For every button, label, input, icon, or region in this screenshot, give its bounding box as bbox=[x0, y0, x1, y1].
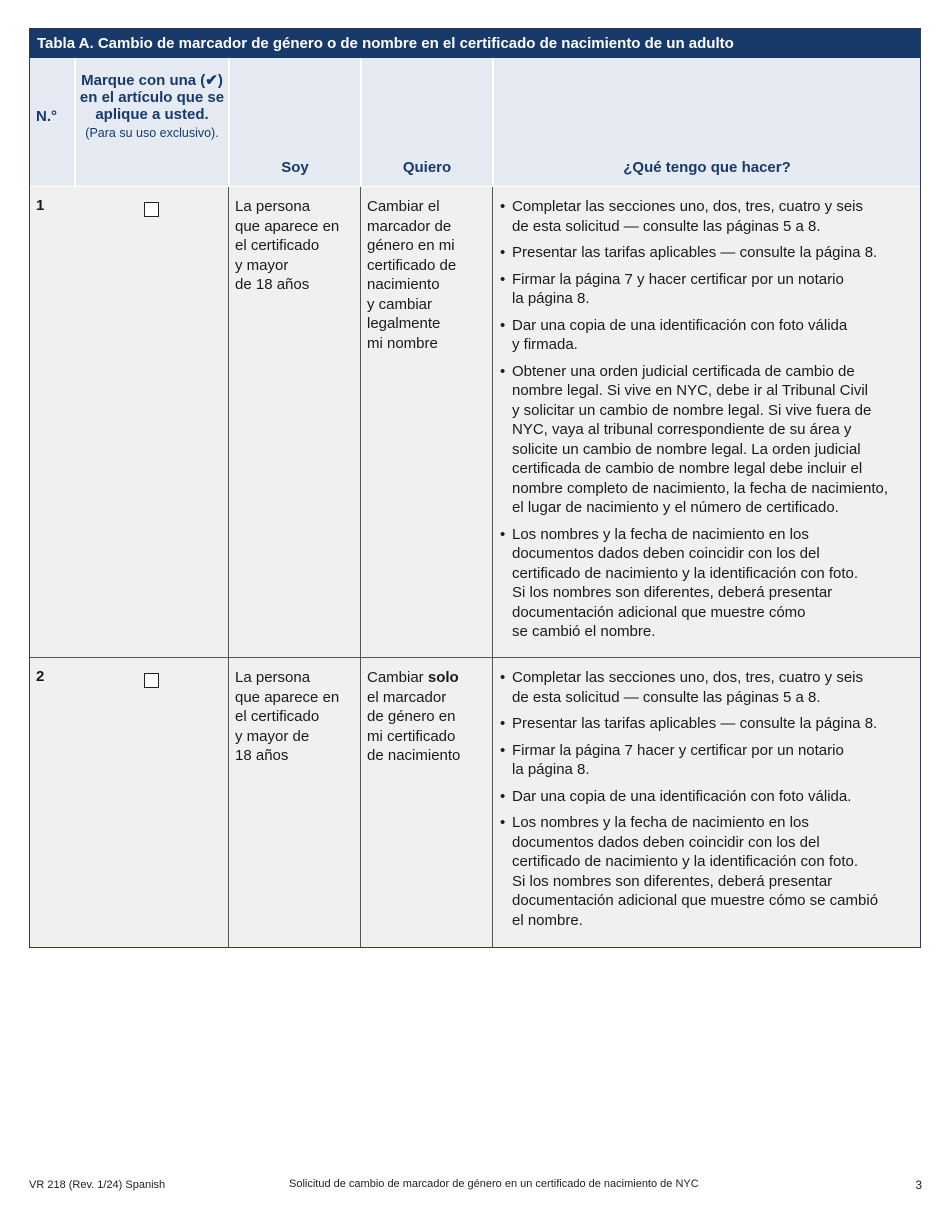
row-number: 2 bbox=[30, 658, 74, 947]
page-number: 3 bbox=[915, 1178, 922, 1192]
header-quiero bbox=[360, 58, 492, 186]
header-quiero-label: Quiero bbox=[402, 159, 452, 176]
row-quiero bbox=[360, 658, 492, 947]
table-header-row bbox=[30, 58, 920, 187]
footer-form-id: VR 218 (Rev. 1/24) Spanish bbox=[29, 1179, 166, 1191]
footer-title: Solicitud de cambio de marcador de género en un certificado de nacimiento de NYC bbox=[289, 1178, 699, 1190]
header-mark-note: (Para su uso exclusivo). bbox=[85, 126, 219, 140]
quiero-text-pre: Cambiar bbox=[367, 669, 428, 686]
list-item: • Completar las secciones uno, dos, tres, cuatro y seis de esta solicitud — consulte las páginas 5 a 8. bbox=[499, 668, 914, 707]
row-checkbox-cell bbox=[74, 658, 228, 947]
list-item: • Completar las secciones uno, dos, tres, cuatro y seis de esta solicitud — consulte las páginas 5 a 8. bbox=[499, 197, 914, 236]
row-quiero bbox=[360, 187, 492, 657]
row-soy: La persona que aparece en el certificado y mayor de 18 años bbox=[228, 187, 360, 657]
row-steps bbox=[492, 658, 920, 947]
list-item: • Firmar la página 7 y hacer certificar por un notario la página 8. bbox=[499, 270, 914, 309]
quiero-text-post: el marcador de género en mi certificado de nacimiento bbox=[367, 688, 461, 764]
list-item: • Dar una copia de una identificación con foto válida y firmada. bbox=[499, 316, 914, 355]
row-checkbox-cell bbox=[74, 187, 228, 657]
header-what bbox=[492, 58, 920, 186]
row-number: 1 bbox=[30, 187, 74, 657]
list-item: • Presentar las tarifas aplicables — consulte la página 8. bbox=[499, 714, 914, 734]
header-mark bbox=[74, 58, 228, 186]
list-item: • Los nombres y la fecha de nacimiento en los documentos dados deben coincidir con los del certificado de nacimiento y la identificación con foto. Si los nombres son diferentes, deberá presentar documentación adicional que muestre cómo se cambió el nombre. bbox=[499, 525, 914, 642]
list-item: • Obtener una orden judicial certificada de cambio de nombre legal. Si vive en NYC, debe ir al Tribunal Civil y solicitar un cambio de nombre legal. Si vive fuera de NYC, vaya al tribunal correspondiente de su área y solicite un cambio de nombre legal. La orden judicial certificada de cambio de nombre legal debe incluir el nombre completo de nacimiento, la fecha de nacimiento, el lugar de nacimiento y el número de certificado. bbox=[499, 362, 914, 518]
list-item: • Presentar las tarifas aplicables — consulte la página 8. bbox=[499, 243, 914, 263]
steps-list bbox=[499, 668, 914, 930]
header-soy-label: Soy bbox=[281, 159, 309, 176]
table-title: Tabla A. Cambio de marcador de género o de nombre en el certificado de nacimiento de un adulto bbox=[30, 29, 920, 58]
header-mark-label: Marque con una (✔) en el artículo que se aplique a usted. bbox=[79, 72, 225, 123]
header-what-label: ¿Qué tengo que hacer? bbox=[623, 159, 791, 176]
gender-marker-table bbox=[29, 28, 921, 948]
header-soy bbox=[228, 58, 360, 186]
list-item: • Los nombres y la fecha de nacimiento en los documentos dados deben coincidir con los del certificado de nacimiento y la identificación con foto. Si los nombres son diferentes, deberá presentar documentación adicional que muestre cómo se cambió el nombre. bbox=[499, 813, 914, 930]
row-steps bbox=[492, 187, 920, 657]
list-item: • Firmar la página 7 hacer y certificar por un notario la página 8. bbox=[499, 741, 914, 780]
quiero-text-bold: solo bbox=[427, 669, 459, 686]
quiero-text-post: Cambiar el marcador de género en mi certificado de nacimiento y cambiar legalmente mi nombre bbox=[367, 198, 457, 352]
table-row bbox=[30, 187, 920, 657]
header-number bbox=[30, 58, 74, 186]
header-number-label: N.° bbox=[36, 108, 57, 125]
row-1-checkbox[interactable] bbox=[144, 202, 159, 217]
row-2-checkbox[interactable] bbox=[144, 673, 159, 688]
row-soy: La persona que aparece en el certificado y mayor de 18 años bbox=[228, 658, 360, 947]
table-row bbox=[30, 657, 920, 947]
steps-list bbox=[499, 197, 914, 642]
list-item: • Dar una copia de una identificación con foto válida. bbox=[499, 787, 914, 807]
